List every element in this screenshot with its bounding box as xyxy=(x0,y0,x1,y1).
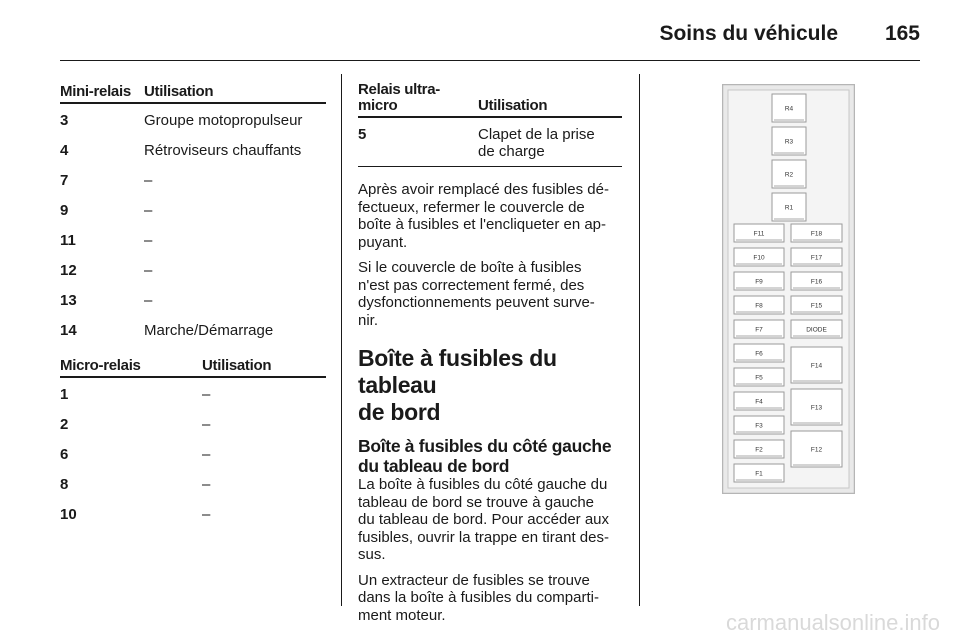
relay-number: 1 xyxy=(60,386,69,403)
fuse-f7 xyxy=(734,320,784,338)
table-row xyxy=(60,476,326,506)
fuse-f14-shade xyxy=(793,380,840,382)
table-header-cell: Mini-relais xyxy=(60,82,144,103)
relay-r4-label: R4 xyxy=(784,105,794,113)
table-row xyxy=(60,142,326,172)
table-row xyxy=(60,322,326,352)
relay-usage: – xyxy=(144,232,153,249)
text-line: n'est pas correctement fermé, des xyxy=(358,276,585,294)
fuse-f8-label: F8 xyxy=(755,302,763,310)
relay-number: 5 xyxy=(358,126,367,143)
text-line: tableau de bord se trouve à gauche xyxy=(358,493,595,511)
relay-r2-shade xyxy=(774,185,804,187)
relay-usage: – xyxy=(202,446,211,463)
fuse-f16 xyxy=(791,272,842,290)
relay-number: 14 xyxy=(60,322,77,339)
relay-r1 xyxy=(772,193,806,221)
relay-usage: – xyxy=(202,386,211,403)
fuse-f1-shade xyxy=(736,479,782,481)
text-line: du tableau de bord. Pour accéder aux xyxy=(358,511,610,528)
fuse-diode-label: DIODE xyxy=(806,326,827,334)
table-header-row xyxy=(60,82,326,103)
fuse-f13 xyxy=(791,389,842,425)
relay-usage: – xyxy=(202,476,211,493)
fuse-f1-label: F1 xyxy=(755,470,763,478)
fuse-f8-shade xyxy=(736,311,782,313)
table-header-cell: Utilisation xyxy=(202,356,326,377)
fuse-f15-label: F15 xyxy=(810,302,823,310)
table-row xyxy=(358,126,622,167)
table-row xyxy=(60,202,326,232)
table-row xyxy=(60,386,326,416)
table-header-row xyxy=(60,356,326,377)
relay-number: 3 xyxy=(60,112,69,129)
text-line: sus. xyxy=(358,546,386,563)
usage-line: de charge xyxy=(478,143,545,160)
fuse-f14-label: F14 xyxy=(810,362,823,370)
fuse-f17-shade xyxy=(793,263,840,265)
paragraph-replace-fuses xyxy=(358,181,622,251)
fuse-f10-shade xyxy=(736,263,782,265)
header-line: micro xyxy=(358,97,398,114)
relay-usage: – xyxy=(144,172,153,189)
relay-number: 10 xyxy=(60,506,77,523)
usage-line: Clapet de la prise xyxy=(478,126,595,143)
fuse-f2-label: F2 xyxy=(755,446,763,454)
heading-line: de bord xyxy=(358,399,441,425)
relay-usage: – xyxy=(144,292,153,309)
fuse-f18 xyxy=(791,224,842,242)
relay-usage: – xyxy=(144,202,153,219)
fuse-f5 xyxy=(734,368,784,386)
column-divider-left xyxy=(341,74,342,606)
fuse-f9-shade xyxy=(736,287,782,289)
fuse-f6-shade xyxy=(736,359,782,361)
table-row xyxy=(60,506,326,536)
relay-usage: Groupe motopropulseur xyxy=(144,112,303,129)
fuse-f13-label: F13 xyxy=(810,404,823,412)
fuse-f16-shade xyxy=(793,287,840,289)
text-line: Après avoir remplacé des fusibles dé- xyxy=(358,181,609,198)
relay-usage xyxy=(478,126,622,167)
fuse-f10 xyxy=(734,248,784,266)
fuse-f14 xyxy=(791,347,842,383)
body-text-column xyxy=(358,181,622,632)
text-line: nir. xyxy=(358,311,379,329)
micro-relais-table xyxy=(60,356,326,536)
text-line: fectueux, refermer le couvercle de xyxy=(358,198,585,216)
heading-line: Boîte à fusibles du tableau xyxy=(358,345,557,398)
fuse-box-diagram xyxy=(722,84,855,494)
table-row xyxy=(60,446,326,476)
watermark: carmanualsonline.info xyxy=(725,610,940,635)
fuse-f4 xyxy=(734,392,784,410)
relay-usage: – xyxy=(202,416,211,433)
relay-r4-shade xyxy=(774,119,804,121)
fuse-f9 xyxy=(734,272,784,290)
relay-number: 2 xyxy=(60,416,69,433)
relay-number: 12 xyxy=(60,262,77,279)
fuse-f3 xyxy=(734,416,784,434)
paragraph-cover-warning xyxy=(358,259,622,329)
table-row xyxy=(60,172,326,202)
heading-line: du tableau de bord xyxy=(358,456,510,476)
header-line: Relais ultra- xyxy=(358,81,440,98)
table-header-cell: Utilisation xyxy=(144,82,326,103)
fuse-f18-shade xyxy=(793,239,840,241)
subsection-heading xyxy=(358,436,622,476)
relay-number: 7 xyxy=(60,172,69,189)
fuse-f7-shade xyxy=(736,335,782,337)
fuse-f17-label: F17 xyxy=(810,254,823,262)
relay-r4 xyxy=(772,94,806,122)
fuse-f2-shade xyxy=(736,455,782,457)
mini-relais-table xyxy=(60,82,326,352)
column-divider-right xyxy=(639,74,640,606)
fuse-f2 xyxy=(734,440,784,458)
relay-number: 13 xyxy=(60,292,77,309)
section-heading xyxy=(358,345,622,426)
relay-number: 4 xyxy=(60,142,69,159)
fuse-f15 xyxy=(791,296,842,314)
relay-usage: – xyxy=(202,506,211,523)
fuse-f11 xyxy=(734,224,784,242)
header-rule xyxy=(60,60,920,61)
fuse-f6-label: F6 xyxy=(755,350,763,358)
ultra-micro-relais-table xyxy=(358,82,622,167)
table-header-cell: Micro-relais xyxy=(60,356,202,377)
relay-usage: Marche/Démarrage xyxy=(144,322,274,339)
table-row xyxy=(60,292,326,322)
relay-r1-label: R1 xyxy=(784,204,794,212)
relay-r3-shade xyxy=(774,152,804,154)
relay-r1-shade xyxy=(774,218,804,220)
table-header-row xyxy=(358,82,622,117)
text-line: Un extracteur de fusibles se trouve xyxy=(358,571,590,589)
table-header-cell: Utilisation xyxy=(478,82,622,117)
paragraph-location xyxy=(358,476,622,564)
fuse-f11-shade xyxy=(736,239,782,241)
paragraph-extractor xyxy=(358,572,622,625)
fuse-f3-label: F3 xyxy=(755,422,763,430)
relay-number: 6 xyxy=(60,446,69,463)
fuse-f17 xyxy=(791,248,842,266)
fuse-diode-shade xyxy=(793,335,840,337)
fuse-f12-shade xyxy=(793,464,840,466)
page-number: 165 xyxy=(884,22,920,45)
fuse-f7-label: F7 xyxy=(755,326,763,334)
relay-number: 9 xyxy=(60,202,69,219)
fuse-f13-shade xyxy=(793,422,840,424)
table-header-cell xyxy=(358,82,478,117)
text-line: La boîte à fusibles du côté gauche du xyxy=(358,476,608,493)
text-line: puyant. xyxy=(358,233,408,251)
fuse-f1 xyxy=(734,464,784,482)
table-row xyxy=(60,262,326,292)
fuse-f5-label: F5 xyxy=(755,374,763,382)
fuse-f6 xyxy=(734,344,784,362)
fuse-f4-shade xyxy=(736,407,782,409)
relay-number: 11 xyxy=(60,232,76,249)
fuse-f5-shade xyxy=(736,383,782,385)
text-line: dans la boîte à fusibles du comparti- xyxy=(358,589,599,606)
relay-r2 xyxy=(772,160,806,188)
page-header xyxy=(60,14,920,62)
fuse-f11-label: F11 xyxy=(753,230,765,238)
fuse-f8 xyxy=(734,296,784,314)
text-line: fusibles, ouvrir la trappe en tirant des- xyxy=(358,528,609,546)
fuse-f18-label: F18 xyxy=(810,230,823,238)
fuse-f12 xyxy=(791,431,842,467)
fuse-f15-shade xyxy=(793,311,840,313)
relay-r3 xyxy=(772,127,806,155)
table-row xyxy=(60,112,326,142)
fuse-f16-label: F16 xyxy=(810,278,823,286)
text-line: boîte à fusibles et l'encliqueter en ap- xyxy=(358,216,607,233)
table-row xyxy=(60,416,326,446)
text-line: Si le couvercle de boîte à fusibles xyxy=(358,259,582,276)
relay-usage: – xyxy=(144,262,153,279)
fuse-f10-label: F10 xyxy=(753,254,765,262)
fuse-f3-shade xyxy=(736,431,782,433)
relay-usage: Rétroviseurs chauffants xyxy=(144,142,302,159)
fuse-f12-label: F12 xyxy=(810,446,823,454)
text-line: ment moteur. xyxy=(358,606,446,624)
relay-r3-label: R3 xyxy=(784,138,794,146)
relay-r2-label: R2 xyxy=(784,171,794,179)
heading-line: Boîte à fusibles du côté gauche xyxy=(358,436,612,456)
table-row xyxy=(60,232,326,262)
relay-number: 8 xyxy=(60,476,69,493)
fuse-f9-label: F9 xyxy=(755,278,763,286)
text-line: dysfonctionnements peuvent surve- xyxy=(358,294,595,311)
page-title: Soins du véhicule xyxy=(659,22,838,45)
fuse-f4-label: F4 xyxy=(755,398,763,406)
fuse-diode xyxy=(791,320,842,338)
